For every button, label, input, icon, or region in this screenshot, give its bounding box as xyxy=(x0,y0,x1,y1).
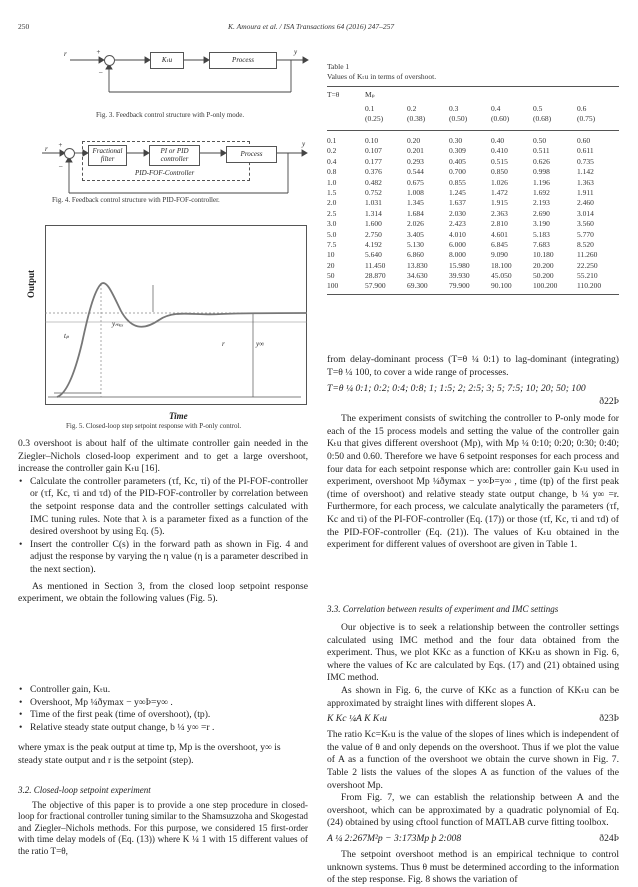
right-paragraph-2: The experiment consists of switching the controller to P-only mode for each of the 15 process models and setting the value of the controller gain Kₜu that gives different overshoot (Mp), with Mp ¼ 0:10; 0:20; 0:30; 0:40; 0:50 and 0.60. Therefore we have 6 setpoint responses for each process and four data for each setpoint response which are: controller gain Kₜu used in experiment, overshoot Mp ¼ðymax − y∞Þ=y∞ , time (tp) of the first peak (time of overshoot) and relative steady state output change, b ¼ y∞ =r. Furthermore, for each process, we calculate analytically the parameters (τf, Kc and τi) of the PI-FOF-controller (Eq. (17)) or those (τf, Kc, τi and τd) of the PID-FOF-controller (Eq. (21)). The values of Kₜu obtained in the experiment for different values of overshoot are given in Table 1. xyxy=(327,413,619,551)
table-cell: 1.345 xyxy=(407,198,424,208)
table-cell: 1.314 xyxy=(365,208,382,218)
fig3-caption: Fig. 3. Feedback control structure with P-only mode. xyxy=(96,111,245,119)
right-column-lower xyxy=(327,622,619,887)
table-cell: 100 xyxy=(327,281,339,291)
table-cell: 0.611 xyxy=(577,146,594,156)
table-cell: 0.410 xyxy=(491,146,508,156)
table-cell: 0.700 xyxy=(449,167,466,177)
table-cell: 0.376 xyxy=(365,167,382,177)
fig4-y-label: y xyxy=(302,140,306,148)
table-cell: 0.998 xyxy=(533,167,550,177)
table-row xyxy=(327,261,619,271)
table-cell: 2.5 xyxy=(327,208,337,218)
equation-23 xyxy=(327,713,619,726)
table-cell: 4.192 xyxy=(365,239,382,249)
table-cell: 1.008 xyxy=(407,187,424,197)
table-cell: 0.626 xyxy=(533,156,550,166)
table-cell: 1.142 xyxy=(577,167,594,177)
table-header-tau: T=θ xyxy=(327,90,340,99)
table-cell: 3.014 xyxy=(577,208,594,218)
table-cell: 4.601 xyxy=(491,229,508,239)
fig4-minus-sign: – xyxy=(59,162,63,170)
table-cell: 1.026 xyxy=(491,177,508,187)
table-column-header: 0.4 (0.60) xyxy=(491,104,510,123)
table-row xyxy=(327,146,619,156)
table-cell: 20.200 xyxy=(533,260,554,270)
equation-23-body: K Kc ¼A K Kₜu xyxy=(327,713,387,725)
table-cell: 0.515 xyxy=(491,156,508,166)
table-cell: 57.900 xyxy=(365,281,386,291)
table-cell: 0.201 xyxy=(407,146,424,156)
table-cell: 18.100 xyxy=(491,260,512,270)
table-cell: 5.130 xyxy=(407,239,424,249)
table-row xyxy=(327,240,619,250)
table-cell: 45.050 xyxy=(491,271,512,281)
table-cell: 0.20 xyxy=(407,136,421,145)
table-cell: 1.692 xyxy=(533,187,550,197)
table-mp-columns xyxy=(327,104,619,126)
table-body xyxy=(327,136,619,295)
right-paragraph-3: Our objective is to seek a relationship between the controller settings calculated using IMC method and the four data obtained from the experiment. Thus, we plot KKc as a function of KKₜu as shown in Fig. 6, where the values of Kc are calculated by Eqs. (17) and (21) obtained using IMC method. xyxy=(327,622,619,684)
table-subtitle: Values of Kₜu in terms of overshoot. xyxy=(327,72,437,81)
bullet-item: • Calculate the controller parameters (τf, Kc, τi) of the PI-FOF-controller or (τf, Kc, τi and τd) of the PID-FOF-controller by correlation between the setpoint response data and the controller settings calculated with IMC tuning rules. Note that λ is a parameter fixed as a function of the desired overshoot by using Eq. (5). xyxy=(30,476,308,539)
table-cell: 2.030 xyxy=(449,208,466,218)
table-cell: 0.511 xyxy=(533,146,550,156)
fig5-tp-label: tₚ xyxy=(64,332,69,340)
section-heading-3-3: 3.3. Correlation between results of experiment and IMC settings xyxy=(327,604,559,614)
table-row xyxy=(327,281,619,291)
table-cell: 9.090 xyxy=(491,250,508,260)
fig5-x-axis-label: Time xyxy=(169,411,188,421)
left-column-lower xyxy=(18,800,308,857)
table-row xyxy=(327,157,619,167)
fig3-plus-sign: + xyxy=(96,48,101,56)
table-cell: 2.460 xyxy=(577,198,594,208)
fig5-r-label: r xyxy=(222,340,225,348)
fig3-kcu-block: Kₜu xyxy=(150,52,184,69)
fig4-group-label: PID-FOF-Controller xyxy=(135,169,195,177)
right-column-upper xyxy=(327,354,619,552)
table-cell: 8.520 xyxy=(577,239,594,249)
table-cell: 10 xyxy=(327,250,335,260)
table-cell: 1.911 xyxy=(577,187,594,197)
table-cell: 5.640 xyxy=(365,250,382,260)
table-cell: 0.405 xyxy=(449,156,466,166)
table-cell: 0.752 xyxy=(365,187,382,197)
table-cell: 20 xyxy=(327,260,335,270)
table-row xyxy=(327,271,619,281)
fig4-caption: Fig. 4. Feedback control structure with PID-FOF-controller. xyxy=(52,196,220,204)
table-bottom-rule xyxy=(327,294,619,295)
table-row xyxy=(327,167,619,177)
table-cell: 1.600 xyxy=(365,219,382,229)
table-column-header: 0.6 (0.75) xyxy=(577,104,596,123)
page-number: 250 xyxy=(18,22,30,31)
journal-header: K. Amoura et al. / ISA Transactions 64 (2016) 247–257 xyxy=(228,22,395,31)
fig5-caption: Fig. 5. Closed-loop step setpoint response with P-only control. xyxy=(66,422,242,430)
section-heading-3-2: 3.2. Closed-loop setpoint experiment xyxy=(18,785,151,795)
table-cell: 0.855 xyxy=(449,177,466,187)
table-cell: 0.293 xyxy=(407,156,424,166)
equation-24-number: ð24Þ xyxy=(599,832,619,844)
table-cell: 0.850 xyxy=(491,167,508,177)
left-bullet-block xyxy=(18,684,308,734)
equation-24-body: A ¼ 2:267M²p − 3:173Mp þ 2:008 xyxy=(327,832,462,844)
table-cell: 6.845 xyxy=(491,239,508,249)
table-cell: 90.100 xyxy=(491,281,512,291)
left-paragraph-3b: steady state output and r is the setpoint (step). xyxy=(18,754,194,766)
table-cell: 69.300 xyxy=(407,281,428,291)
table-row xyxy=(327,136,619,146)
table-cell: 50.200 xyxy=(533,271,554,281)
right-paragraph-7: The setpoint overshoot method is an empirical technique to control unknown systems. Thus θ must be determined according to the information of the step response. Fig. 8 shows the variation of xyxy=(327,848,619,886)
fig3-process-block: Process xyxy=(209,52,277,69)
left-paragraph-3a: where ymax is the peak output at time tp, Mp is the overshoot, y∞ is xyxy=(18,742,281,753)
equation-23-number: ð23Þ xyxy=(599,713,619,725)
table-row xyxy=(327,209,619,219)
table-cell: 0.40 xyxy=(491,136,505,145)
table-cell: 5.0 xyxy=(327,229,337,239)
table-cell: 0.482 xyxy=(365,177,382,187)
table-cell: 15.980 xyxy=(449,260,470,270)
left-bullet-list-1 xyxy=(18,476,308,577)
table-cell: 2.193 xyxy=(533,198,550,208)
table-cell: 13.830 xyxy=(407,260,428,270)
fig4-plus-sign: + xyxy=(58,141,63,149)
table-cell: 0.177 xyxy=(365,156,382,166)
table-cell: 8.000 xyxy=(449,250,466,260)
table-cell: 0.60 xyxy=(577,136,591,145)
fig4-fractional-filter-block: Fractional filter xyxy=(88,145,127,166)
fig3-summing-junction xyxy=(104,55,115,66)
table-cell: 11.450 xyxy=(365,260,386,270)
table-cell: 50 xyxy=(327,271,335,281)
equation-22 xyxy=(327,383,619,409)
table-cell: 0.735 xyxy=(577,156,594,166)
left-paragraph-2: As mentioned in Section 3, from the closed loop setpoint response experiment, we obtain the following values (Fig. 5). xyxy=(18,580,308,605)
table-cell: 0.544 xyxy=(407,167,424,177)
left-paragraph-4: The objective of this paper is to provide a one step procedure in closed-loop for fractional controller tuning similar to the Shamsuzzoha and Skogestad and Ziegler–Nichols methods. For this purpose, we considered 15 first-order with time delay models of (Eq. (13)) where K ¼ 1 with 15 different values of the ratio T=θ, xyxy=(18,800,308,856)
table-row xyxy=(327,198,619,208)
table-cell: 2.0 xyxy=(327,198,337,208)
table-row xyxy=(327,219,619,229)
table-row xyxy=(327,250,619,260)
fig4-process-block: Process xyxy=(226,146,277,163)
fig5-y-axis-label: Output xyxy=(26,269,36,298)
table-column-header: 0.5 (0.68) xyxy=(533,104,552,123)
table-cell: 2.750 xyxy=(365,229,382,239)
table-cell: 79.900 xyxy=(449,281,470,291)
table-cell: 2.810 xyxy=(491,219,508,229)
table-cell: 1.915 xyxy=(491,198,508,208)
table-cell: 3.0 xyxy=(327,219,337,229)
table-column-header: 0.1 (0.25) xyxy=(365,104,384,123)
right-paragraph-5: The ratio Kc=Kₜu is the value of the slopes of lines which is independent of the value of θ and only depends on the overshoot. Thus if we plot the value of A as a function of the overshoot we obtain the curve shown in Fig. 7. Table 2 lists the values of the slopes A as function of the values of the overshoot Mp. xyxy=(327,729,619,791)
table-cell: 110.200 xyxy=(577,281,602,291)
fig4-r-label: r xyxy=(45,145,48,153)
left-paragraph-1: 0.3 overshoot is about half of the ultimate controller gain needed in the Ziegler–Nichols closed-loop experiment and to get a large overshoot, increase the controller gain Kₜu [16]. xyxy=(18,438,308,475)
table-cell: 28.870 xyxy=(365,271,386,281)
left-column-upper xyxy=(18,438,308,606)
fig5-plot xyxy=(45,225,307,405)
fig3-y-label: y xyxy=(294,48,298,56)
table-cell: 55.210 xyxy=(577,271,598,281)
table-cell: 3.405 xyxy=(407,229,424,239)
table-cell: 3.560 xyxy=(577,219,594,229)
table-cell: 1.684 xyxy=(407,208,424,218)
table-row xyxy=(327,178,619,188)
table-cell: 0.107 xyxy=(365,146,382,156)
table-cell: 2.423 xyxy=(449,219,466,229)
left-where-block xyxy=(18,742,308,767)
fig5-yinf-label: y∞ xyxy=(256,340,265,348)
table-cell: 1.637 xyxy=(449,198,466,208)
fig4-summing-junction xyxy=(64,148,75,159)
right-paragraph-6: From Fig. 7, we can establish the relationship between A and the overshoot, which can be approximated by a quadratic polynomial of Eq. (24) obtained by using cftool function of MATLAB curve fitting toolbox. xyxy=(327,792,619,829)
table-cell: 1.245 xyxy=(449,187,466,197)
fig4-pid-block: PI or PID controller xyxy=(149,145,200,166)
bullet-item: • Relative steady state output change, b ¼ y∞ =r . xyxy=(30,722,308,735)
table-cell: 0.675 xyxy=(407,177,424,187)
table-cell: 34.630 xyxy=(407,271,428,281)
table-cell: 10.180 xyxy=(533,250,554,260)
bullet-item: • Time of the first peak (time of overshoot), (tp). xyxy=(30,709,308,722)
equation-22-body: T=θ ¼ 0:1; 0:2; 0:4; 0:8; 1; 1:5; 2; 2:5; 3; 5; 7:5; 10; 20; 50; 100 xyxy=(327,383,586,395)
table-row xyxy=(327,230,619,240)
table-cell: 1.196 xyxy=(533,177,550,187)
table-cell: 0.8 xyxy=(327,167,337,177)
fig3-r-label: r xyxy=(64,50,67,58)
table-cell: 22.250 xyxy=(577,260,598,270)
right-paragraph-1: from delay-dominant process (T=θ ¼ 0:1) to lag-dominant (integrating) T=θ ¼ 100, to cover a wide range of processes. xyxy=(327,354,619,378)
table-header-mp: Mₚ xyxy=(365,90,375,99)
table-cell: 0.4 xyxy=(327,156,337,166)
equation-24 xyxy=(327,833,619,846)
table-cell: 1.031 xyxy=(365,198,382,208)
table-cell: 2.363 xyxy=(491,208,508,218)
table-cell: 0.50 xyxy=(533,136,547,145)
table-cell: 4.010 xyxy=(449,229,466,239)
bullet-item: • Controller gain, Kₜu. xyxy=(30,684,308,697)
table-cell: 7.5 xyxy=(327,239,337,249)
table-cell: 11.260 xyxy=(577,250,598,260)
table-cell: 0.2 xyxy=(327,146,337,156)
table-cell: 1.0 xyxy=(327,177,337,187)
table-column-header: 0.2 (0.38) xyxy=(407,104,426,123)
table-column-header: 0.3 (0.50) xyxy=(449,104,468,123)
table-cell: 39.930 xyxy=(449,271,470,281)
left-bullet-list-2 xyxy=(18,684,308,734)
table-cell: 100.200 xyxy=(533,281,558,291)
table-title: Table 1 xyxy=(327,62,350,71)
equation-22-number: ð22Þ xyxy=(599,396,619,408)
bullet-item: • Insert the controller C(s) in the forward path as shown in Fig. 4 and adjust the response by varying the η value (η is a parameter described in the next section). xyxy=(30,539,308,577)
right-paragraph-4: As shown in Fig. 6, the curve of KKc as a function of KKₜu can be approximated by straight lines with different slopes A. xyxy=(327,684,619,709)
bullet-item: • Overshoot, Mp ¼ðymax − y∞Þ=y∞ . xyxy=(30,697,308,710)
table-cell: 7.683 xyxy=(533,239,550,249)
table-cell: 0.309 xyxy=(449,146,466,156)
table-cell: 5.770 xyxy=(577,229,594,239)
table-cell: 3.190 xyxy=(533,219,550,229)
fig5-ymax-label: yₘₐₓ xyxy=(112,320,124,328)
table-cell: 2.026 xyxy=(407,219,424,229)
table-row xyxy=(327,188,619,198)
table-cell: 1.5 xyxy=(327,187,337,197)
table-cell: 0.10 xyxy=(365,136,379,145)
table-cell: 5.183 xyxy=(533,229,550,239)
table-cell: 6.860 xyxy=(407,250,424,260)
table-cell: 6.000 xyxy=(449,239,466,249)
table-cell: 0.1 xyxy=(327,136,337,145)
table-cell: 1.363 xyxy=(577,177,594,187)
fig3-minus-sign: – xyxy=(99,68,103,76)
table-cell: 0.30 xyxy=(449,136,463,145)
table-cell: 2.690 xyxy=(533,208,550,218)
table-cell: 1.472 xyxy=(491,187,508,197)
